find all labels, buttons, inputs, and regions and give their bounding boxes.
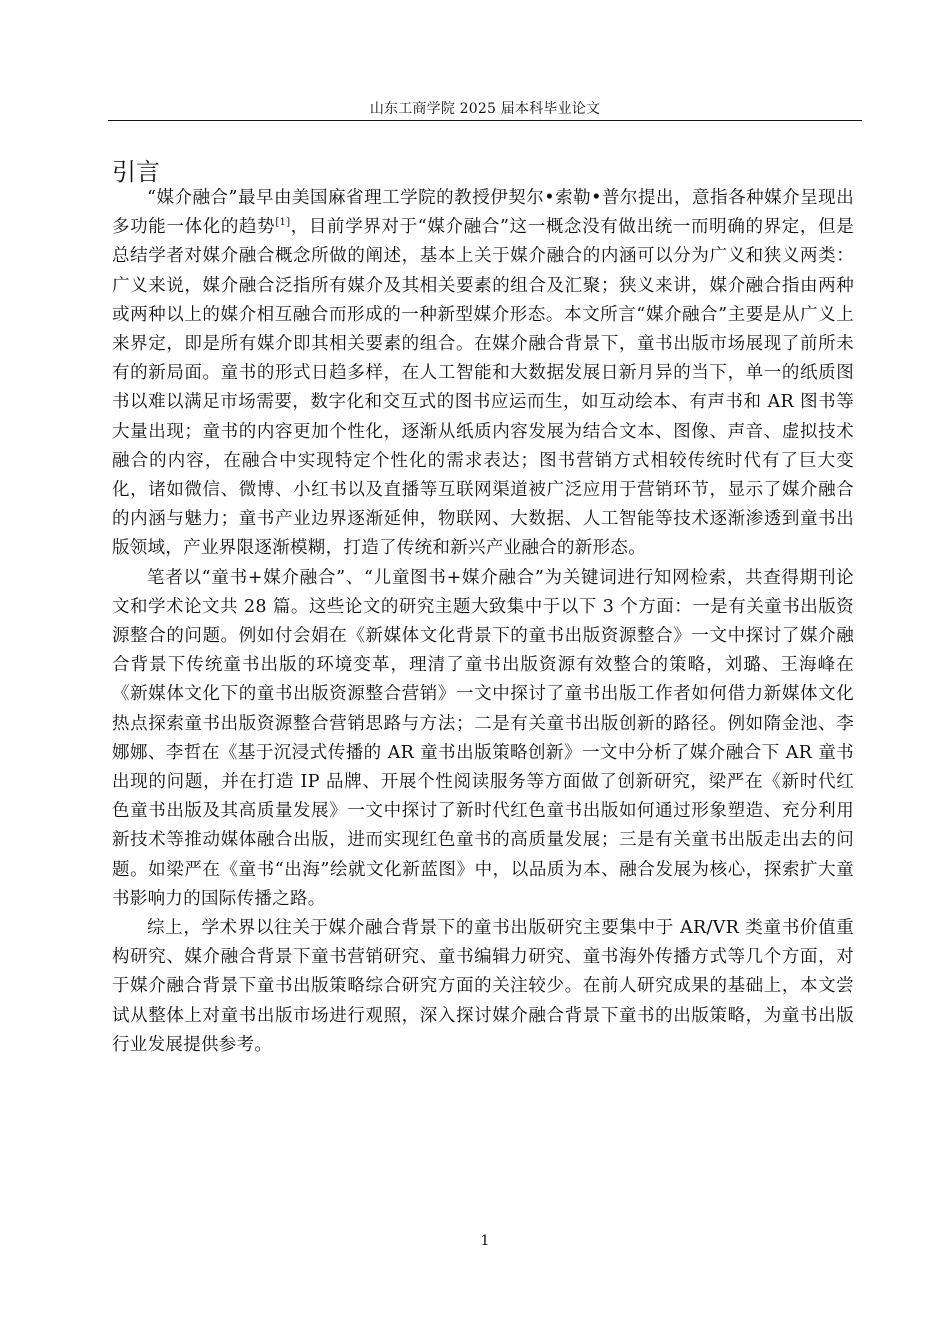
- paragraph-3: 综上，学术界以往关于媒介融合背景下的童书出版研究主要集中于 AR/VR 类童书价值重构研究、媒介融合背景下童书营销研究、童书编辑力研究、童书海外传播方式等几个方面，对于媒介融合背景下童书出版策略综合研究方面的关注较少。在前人研究成果的基础上，本文尝试从整体上对童书出版市场进行观照，深入探讨媒介融合背景下童书的出版策略，为童书出版行业发展提供参考。: [112, 918, 854, 1055]
- paragraph-1-text-a: “媒介融合”最早由美国麻省理工学院的教授伊契尔•索勒•普尔提出，意指各种媒介呈现出多功能一体化的趋势: [112, 188, 854, 238]
- page-number: 1: [480, 1233, 490, 1249]
- paragraph-1-text-b: ，目前学界对于“媒介融合”这一概念没有做出统一而明确的界定，但是总结学者对媒介融合概念所做的阐述，基本上关于媒介融合的内涵可以分为广义和狭义两类：广义来说，媒介融合泛指所有媒介及其相关要素的组合及汇聚；狭义来讲，媒介融合指由两种或两种以上的媒介相互融合而形成的一种新型媒介形态。本文所言“媒介融合”主要是从广义上来界定，即是所有媒介即其相关要素的组合。在媒介融合背景下，童书出版市场展现了前所未有的新局面。童书的形式日趋多样，在人工智能和大数据发展日新月异的当下，单一的纸质图书以难以满足市场需要，数字化和交互式的图书应运而生，如互动绘本、有声书和 AR 图书等大量出现；童书的内容更加个性化，逐渐从纸质内容发展为结合文本、图像、声音、虚拟技术融合的内容，在融合中实现特定个性化的需求表达；图书营销方式相较传统时代有了巨大变化，诸如微信、微博、小红书以及直播等互联网渠道被广泛应用于营销环节，显示了媒介融合的内涵与魅力；童书产业边界逐渐延伸，物联网、大数据、人工智能等技术逐渐渗透到童书出版领域，产业界限逐渐模糊，打造了传统和新兴产业融合的新形态。: [112, 217, 854, 559]
- header-divider: [108, 120, 862, 121]
- body-text: [112, 184, 854, 1060]
- paragraph-1: [112, 184, 854, 564]
- citation-marker: [1]: [275, 217, 291, 229]
- paragraph-2: 笔者以“童书+媒介融合”、“儿童图书+媒介融合”为关键词进行知网检索，共查得期刊论文和学术论文共 28 篇。这些论文的研究主题大致集中于以下 3 个方面：一是有关童书出版资源整合的问题。例如付会娟在《新媒体文化背景下的童书出版资源整合》一文中探讨了媒介融合背景下传统童书出版的环境变革，理清了童书出版资源有效整合的策略，刘璐、王海峰在《新媒体文化下的童书出版资源整合营销》一文中探讨了童书出版工作者如何借力新媒体文化热点探索童书出版资源整合营销思路与方法；二是有关童书出版创新的路径。例如隋金池、李娜娜、李哲在《基于沉浸式传播的 AR 童书出版策略创新》一文中分析了媒介融合下 AR 童书出现的问题，并在打造 IP 品牌、开展个性阅读服务等方面做了创新研究，梁严在《新时代红色童书出版及其高质量发展》一文中探讨了新时代红色童书出版如何通过形象塑造、充分利用新技术等推动媒体融合出版，进而实现红色童书的高质量发展；三是有关童书出版走出去的问题。如梁严在《童书“出海”绘就文化新蓝图》中，以品质为本、融合发展为核心，探索扩大童书影响力的国际传播之路。: [112, 567, 854, 909]
- section-heading: 引言: [112, 158, 160, 186]
- running-header: 山东工商学院 2025 届本科毕业论文: [369, 101, 601, 117]
